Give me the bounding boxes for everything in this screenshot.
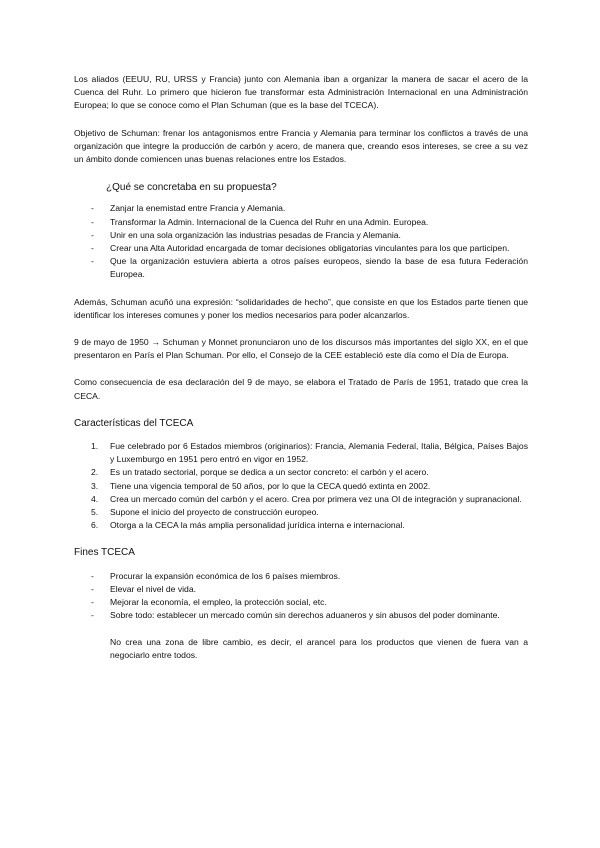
list-number: 3. [91,480,99,491]
list-text: Otorga a la CECA la más amplia personalidad jurídica interna e internacional. [110,520,405,531]
document-page [74,73,528,662]
paragraph-paris-treaty: Como consecuencia de esa declaración del 9 de mayo, se elabora el Tratado de París de 1951, tratado que crea la CECA. [74,377,528,401]
list-text: Supone el inicio del proyecto de construcción europeo. [110,507,319,518]
list-item: - Sobre todo: establecer un mercado común sin derechos aduaneros y sin abusos del poder dominante. [74,609,528,622]
list-item: - Que la organización estuviera abierta a otros países europeos, siendo la base de esa futura Federación Europea. [74,255,528,281]
paragraph-solidarity: Además, Schuman acuñó una expresión: “solidaridades de hecho”, que consiste en que los Estados parte tienen que identificar los intereses comunes y poner los medios necesarios para poder alcanzarlos. [74,296,528,320]
list-text: Crea un mercado común del carbón y el acero. Crea por primera vez una OI de integración y supranacional. [110,493,522,504]
list-item: - Unir en una sola organización las industrias pesadas de Francia y Alemania. [74,229,528,242]
list-item: - Mejorar la economía, el empleo, la protección social, etc. [74,596,528,609]
proposal-list [74,202,528,281]
characteristics-heading: Características del TCECA [74,417,194,429]
list-item [74,506,528,519]
list-item: - Zanjar la enemistad entre Francia y Alemania. [74,202,528,215]
list-item [74,480,528,493]
list-number: 1. [91,441,99,452]
list-number: 2. [91,467,99,478]
aims-heading: Fines TCECA [74,547,135,559]
characteristics-list [74,440,528,532]
list-item [74,440,528,466]
list-number: 6. [91,520,99,531]
list-text: Tiene una vigencia temporal de 50 años, por lo que la CECA quedó extinta en 2002. [110,480,431,491]
list-item: - Crear una Alta Autoridad encargada de tomar decisiones obligatorias vinculantes para los que participen. [74,242,528,255]
list-item: - Procurar la expansión económica de los 6 países miembros. [74,570,528,583]
aims-list [74,570,528,623]
list-item: - Transformar la Admin. Internacional de la Cuenca del Ruhr en una Admin. Europea. [74,216,528,229]
paragraph-may-9: 9 de mayo de 1950 → Schuman y Monnet pronunciaron uno de los discursos más importantes del siglo XX, en el que presentaron en París el Plan Schuman. Por ello, el Consejo de la CEE estableció este día como el Día de Europa. [74,337,528,361]
list-number: 5. [91,507,99,518]
list-item [74,519,528,532]
list-item: - Elevar el nivel de vida. [74,583,528,596]
list-number: 4. [91,493,99,504]
paragraph-allies: Los aliados (EEUU, RU, URSS y Francia) junto con Alemania iban a organizar la manera de sacar el acero de la Cuenca del Ruhr. Lo primero que hicieron fue transformar esta Administración Internacional en una Administración Europea; lo que se conoce como el Plan Schuman (que es la base del TCECA). [74,74,528,111]
list-item [74,493,528,506]
list-text: Es un tratado sectorial, porque se dedica a un sector concreto: el carbón y el acero. [110,467,429,478]
question-heading: ¿Qué se concretaba en su propuesta? [106,182,277,194]
paragraph-schuman-objective: Objetivo de Schuman: frenar los antagonismos entre Francia y Alemania para terminar los conflictos a través de una organización que integre la producción de carbón y acero, de manera que, creando esos intereses, se cree a su vez un ámbito donde comiencen unas buenas relaciones entre los Estados. [74,127,528,165]
list-text: Fue celebrado por 6 Estados miembros (originarios): Francia, Alemania Federal, Italia, Bélgica, Países Bajos y Luxemburgo en 1951 pero entró en vigor en 1952. [110,441,528,465]
aims-note: No crea una zona de libre cambio, es decir, el arancel para los productos que vienen de fuera van a negociarlo entre todos. [110,636,528,660]
list-item [74,466,528,479]
